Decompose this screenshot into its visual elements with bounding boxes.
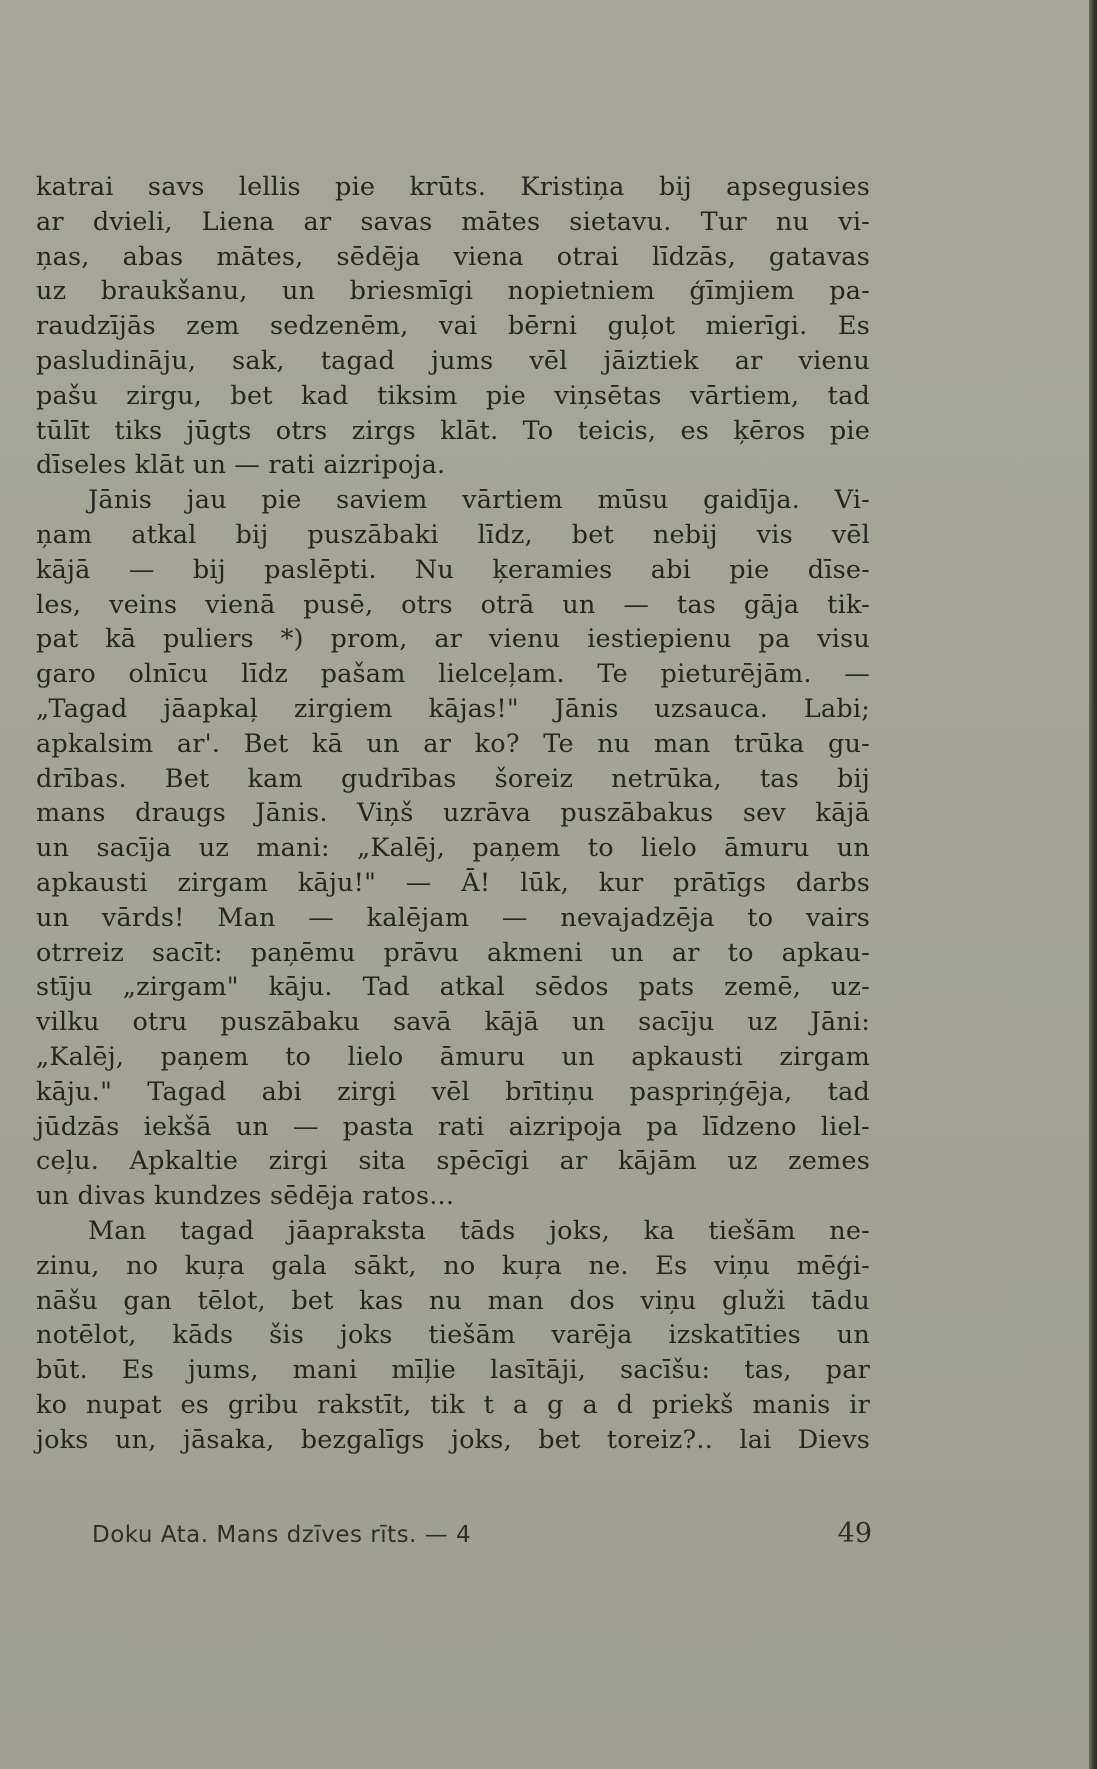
text-line: pasludināju, sak, tagad jums vēl jāiztiek ar vienu [36, 345, 870, 376]
text-line: un vārds! Man — kalējam — nevajadzēja to vairs [36, 902, 870, 933]
text-line: „Kalēj, paņem to lielo āmuru un apkausti zirgam [36, 1041, 870, 1072]
text-line: katrai savs lellis pie krūts. Kristiņa bij apsegusies [36, 172, 870, 202]
text-line: zinu, no kuŗa gala sākt, no kuŗa ne. Es viņu mēģi- [36, 1250, 870, 1281]
text-line: kāju." Tagad abi zirgi vēl brītiņu paspriņģēja, tad [36, 1076, 870, 1107]
page-number: 49 [837, 1518, 872, 1549]
text-line: ar dvieli, Liena ar savas mātes sietavu. Tur nu vi- [36, 206, 870, 237]
text-line: les, veins vienā pusē, otrs otrā un — tas gāja tik- [36, 589, 870, 620]
text-line: dīseles klāt un — rati aizripoja. [36, 450, 446, 481]
text-line: ņas, abas mātes, sēdēja viena otrai līdzās, gatavas [36, 241, 870, 272]
text-line: ņam atkal bij puszābaki līdz, bet nebij vis vēl [36, 519, 870, 550]
text-line: notēlot, kāds šis joks tiešām varēja izskatīties un [36, 1320, 870, 1351]
text-line: Man tagad jāapraksta tāds joks, ka tiešām ne- [88, 1215, 870, 1246]
text-line: raudzījās zem sedzenēm, vai bērni guļot mierīgi. Es [36, 311, 870, 342]
footer-book-title: Doku Ata. Mans dzīves rīts. — 4 [92, 1522, 472, 1548]
text-line: un sacīja uz mani: „Kalēj, paņem to lielo āmuru un [36, 833, 870, 864]
page-footer [92, 1518, 872, 1548]
book-spine-edge [1089, 0, 1097, 1769]
text-line: garo olnīcu līdz pašam lielceļam. Te pieturējām. — [36, 659, 870, 690]
text-line: pat kā puliers *) prom, ar vienu iestiepienu pa visu [36, 624, 870, 655]
text-line: jūdzās iekšā un — pasta rati aizripoja pa līdzeno liel- [36, 1111, 870, 1142]
text-line: mans draugs Jānis. Viņš uzrāva puszābakus sev kājā [36, 798, 870, 829]
text-line: Jānis jau pie saviem vārtiem mūsu gaidīja. Vi- [88, 485, 870, 516]
text-line: joks un, jāsaka, bezgalīgs joks, bet toreiz?.. lai Dievs [36, 1424, 870, 1455]
text-line: un divas kundzes sēdēja ratos... [36, 1181, 455, 1212]
text-line: ceļu. Apkaltie zirgi sita spēcīgi ar kājām uz zemes [36, 1146, 870, 1177]
text-line: tūlīt tiks jūgts otrs zirgs klāt. To teicis, es ķēros pie [36, 415, 870, 446]
text-line: otrreiz sacīt: paņēmu prāvu akmeni un ar to apkau- [36, 937, 870, 968]
text-line: „Tagad jāapkaļ zirgiem kājas!" Jānis uzsauca. Labi; [36, 693, 870, 724]
text-line: stīju „zirgam" kāju. Tad atkal sēdos pats zemē, uz- [36, 972, 870, 1003]
text-line: būt. Es jums, mani mīļie lasītāji, sacīšu: tas, par [36, 1355, 870, 1386]
text-line: vilku otru puszābaku savā kājā un sacīju uz Jāni: [36, 1007, 870, 1038]
text-line: uz braukšanu, un briesmīgi nopietniem ģīmjiem pa- [36, 276, 870, 307]
text-line: apkalsim ar'. Bet kā un ar ko? Te nu man trūka gu- [36, 728, 870, 759]
text-line: pašu zirgu, bet kad tiksim pie viņsētas vārtiem, tad [36, 380, 870, 411]
text-line: apkausti zirgam kāju!" — Ā! lūk, kur prātīgs darbs [36, 867, 870, 898]
text-line: ko nupat es gribu rakstīt, tik t a g a d priekš manis ir [36, 1389, 870, 1420]
text-line: kājā — bij paslēpti. Nu ķeramies abi pie dīse- [36, 554, 870, 585]
page-body-text [36, 170, 870, 1457]
text-line: drības. Bet kam gudrības šoreiz netrūka, tas bij [36, 763, 870, 794]
text-line: nāšu gan tēlot, bet kas nu man dos viņu gluži tādu [36, 1285, 870, 1316]
